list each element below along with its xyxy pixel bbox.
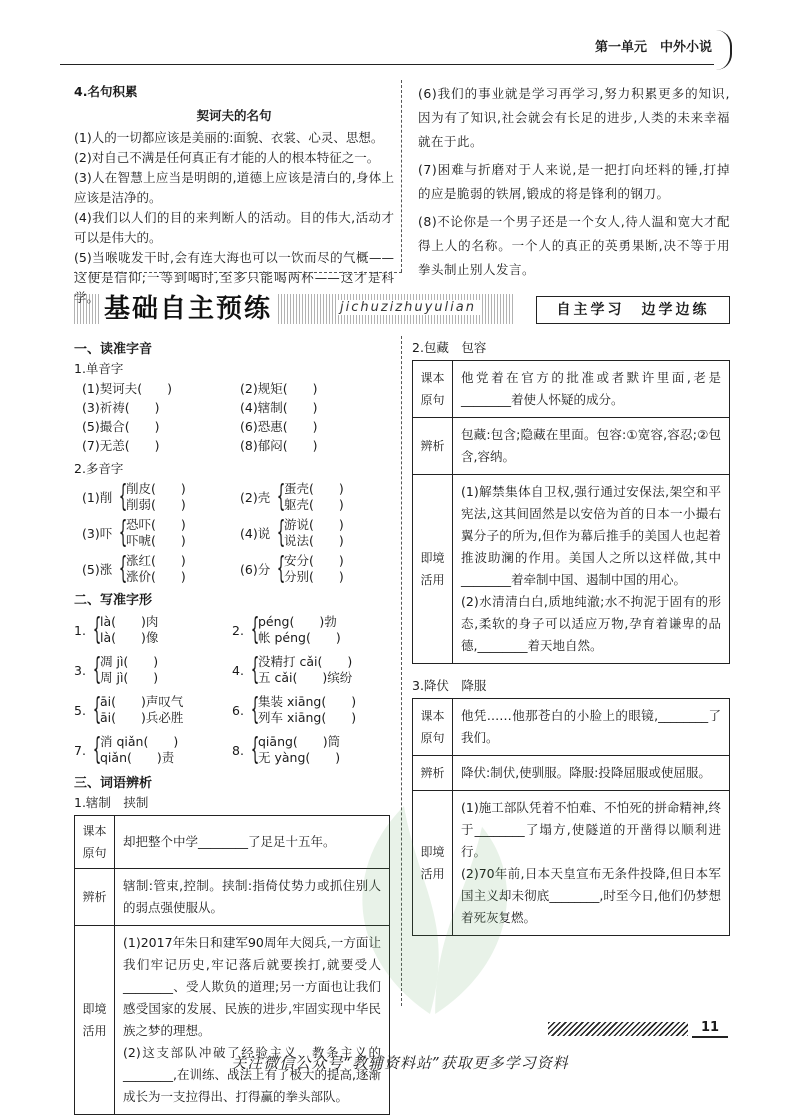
- table-row: [413, 418, 730, 475]
- row-label: 辨析: [413, 756, 453, 791]
- table-row: [413, 699, 730, 756]
- application-item: (2)水清清白白,质地纯澈;水不拘泥于固有的形态,柔软的身子可以适应万物,孕育着谦卑的品德,________着天地自然。: [461, 594, 721, 653]
- application-item: (1)2017年朱日和建军90周年大阅兵,一方面让我们牢记历史,牢记落后就要挨打,就要受人________、受人欺负的道理;另一方面也让我们感受国家的发展、民族的进步,牢固实现中华民族之梦的理想。: [123, 935, 381, 1038]
- single-char-item: (3)祈祷( ): [82, 400, 160, 415]
- word-pair-title: 2.包藏 包容: [412, 340, 487, 355]
- multi-char-option: 蛋壳( ): [284, 481, 344, 496]
- section-heading: 二、写准字形: [74, 593, 153, 608]
- multi-char-option: 躯壳( ): [284, 497, 344, 512]
- single-char-item: (8)郁闷( ): [240, 438, 318, 453]
- textbook-sentence: 他凭……他那苍白的小脸上的眼镜,________了我们。: [453, 699, 730, 756]
- single-char-item: (7)无恙( ): [82, 438, 160, 453]
- application-item: (1)施工部队凭着不怕难、不怕死的拼命精神,终于________了塌方,使隧道的开凿得以顺利进行。: [461, 800, 721, 859]
- char-form-option: là( )肉: [100, 614, 159, 629]
- multi-char-head: (6)分: [240, 562, 271, 577]
- sub-heading: 1.单音字: [74, 361, 124, 376]
- single-char-row: [74, 417, 390, 436]
- char-form-row: [74, 610, 390, 650]
- section-divider: [74, 272, 402, 273]
- char-form-group: [232, 694, 390, 726]
- char-form-option: āi( )兵必胜: [100, 710, 184, 725]
- application-cell: [453, 791, 730, 936]
- brace-glyph: {: [276, 515, 286, 550]
- multi-char-group: [232, 481, 390, 513]
- char-form-row: [74, 730, 390, 770]
- quotes-right-column: [418, 82, 730, 282]
- char-form-group: [232, 654, 390, 686]
- application-cell: [115, 926, 390, 1115]
- application-item: (1)解禁集体自卫权,强行通过安保法,架空和平宪法,这其间固然是以安倍为首的日本一小撮右翼分子的所为,但作为幕后推手的美国人也起着推波助澜的作用。美国人之所以这样做,其中________着牵制中国、遏制中国的用心。: [461, 484, 721, 587]
- section-heading: 一、读准字音: [74, 342, 153, 357]
- single-char-row: [74, 398, 390, 417]
- item-number: 5.: [74, 702, 86, 718]
- banner-motto: 自主学习 边学边练: [536, 296, 730, 324]
- row-label: 课本原句: [413, 361, 453, 418]
- banner-title-block: [74, 292, 530, 328]
- row-label: 课本原句: [75, 816, 115, 869]
- char-form-option: 无 yàng( ): [258, 750, 341, 765]
- exercise-left-column: [74, 336, 390, 1115]
- brace-glyph: {: [250, 732, 260, 767]
- banner-title: 基础自主预练: [100, 292, 276, 326]
- multi-char-option: 说法( ): [284, 533, 344, 548]
- brace-glyph: {: [276, 551, 286, 586]
- item-number: 2.: [232, 622, 244, 638]
- item-number: 1.: [74, 622, 86, 638]
- row-label: 辨析: [75, 869, 115, 926]
- brace-glyph: {: [250, 652, 260, 687]
- table-row: [413, 475, 730, 664]
- quotes-heading: 4.名句积累: [74, 84, 138, 99]
- char-form-group: [232, 614, 390, 646]
- char-form-option: 凋 jì( ): [100, 654, 159, 669]
- multi-char-option: 涨红( ): [126, 553, 186, 568]
- char-form-option: 集装 xiāng( ): [258, 694, 357, 709]
- textbook-sentence: 却把整个中学________了足足十五年。: [115, 816, 390, 869]
- single-char-item: (4)辖制( ): [240, 400, 318, 415]
- single-char-item: (5)撮合( ): [82, 419, 160, 434]
- multi-char-group: [232, 517, 390, 549]
- column-divider: [401, 336, 402, 1006]
- brace-glyph: {: [250, 612, 260, 647]
- brace-glyph: {: [92, 612, 102, 647]
- analysis-text: 辖制:管束,控制。挟制:指倚仗势力或抓住别人的弱点强使服从。: [115, 869, 390, 926]
- page-number: 11: [692, 1020, 728, 1038]
- quote-item: (8)不论你是一个男子还是一个女人,待人温和宽大才配得上人的名称。一个人的真正的英勇果断,决不等于用拳头制止别人发言。: [418, 214, 730, 277]
- sub-heading: 2.多音字: [74, 461, 124, 476]
- item-number: 6.: [232, 702, 244, 718]
- item-number: 3.: [74, 662, 86, 678]
- multi-char-group: [74, 553, 232, 585]
- page-bar-stripes: [548, 1022, 688, 1036]
- single-char-item: (6)恐惠( ): [240, 419, 318, 434]
- multi-char-head: (4)说: [240, 526, 271, 541]
- multi-char-option: 恐吓( ): [126, 517, 186, 532]
- brace-glyph: {: [92, 652, 102, 687]
- char-form-option: 周 jì( ): [100, 670, 159, 685]
- multi-char-option: 安分( ): [284, 553, 344, 568]
- single-char-item: (2)规矩( ): [240, 381, 318, 396]
- multi-char-option: 吓唬( ): [126, 533, 186, 548]
- char-form-group: [74, 614, 232, 646]
- char-form-group: [74, 654, 232, 686]
- brace-glyph: {: [118, 515, 128, 550]
- header-rule: [60, 64, 714, 65]
- char-form-option: 帐 péng( ): [258, 630, 341, 645]
- row-label: 辨析: [413, 418, 453, 475]
- quote-item: (1)人的一切都应该是美丽的:面貌、衣裳、心灵、思想。: [74, 130, 384, 145]
- quote-item: (2)对自己不满是任何真正有才能的人的根本特征之一。: [74, 150, 380, 165]
- char-form-option: āi( )声叹气: [100, 694, 184, 709]
- column-divider: [401, 80, 402, 272]
- quote-item: (5)当喉咙发干时,会有连大海也可以一饮而尽的气概——这便是信仰;一等到喝时,至多只能喝两杯——这才是科学。: [74, 250, 394, 305]
- page-number-bar: [548, 1020, 730, 1038]
- multi-char-row: [74, 551, 390, 587]
- row-label: 即境活用: [413, 475, 453, 664]
- multi-char-row: [74, 479, 390, 515]
- char-form-row: [74, 690, 390, 730]
- single-char-row: [74, 436, 390, 455]
- char-form-row: [74, 650, 390, 690]
- word-analysis-table: [412, 360, 730, 664]
- char-form-option: qiāng( )筒: [258, 734, 341, 749]
- brace-glyph: {: [118, 479, 128, 514]
- char-form-option: 列车 xiāng( ): [258, 710, 357, 725]
- unit-title: 第一单元 中外小说: [594, 40, 712, 55]
- analysis-text: 包藏:包含;隐藏在里面。包容:①宽容,容忍;②包含,容纳。: [453, 418, 730, 475]
- char-form-option: 没精打 cǎi( ): [258, 654, 353, 669]
- single-char-row: [74, 379, 390, 398]
- word-pair-title: 1.辖制 挟制: [74, 795, 149, 810]
- section-heading: 三、词语辨析: [74, 776, 153, 791]
- application-cell: [453, 475, 730, 664]
- char-form-option: 五 cǎi( )缤纷: [258, 670, 353, 685]
- brace-glyph: {: [276, 479, 286, 514]
- quote-item: (3)人在智慧上应当是明朗的,道德上应该是清白的,身体上应该是洁净的。: [74, 170, 394, 205]
- table-row: [75, 926, 390, 1115]
- char-form-option: péng( )勃: [258, 614, 337, 629]
- quotes-left-column: [74, 82, 394, 308]
- footer-notice: 关注微信公众号“教辅资料站”获取更多学习资料: [231, 1054, 569, 1072]
- char-form-option: qiǎn( )责: [100, 750, 175, 765]
- multi-char-group: [74, 517, 232, 549]
- quote-item: (7)困难与折磨对于人来说,是一把打向坯料的锤,打掉的应是脆弱的铁屑,锻成的将是锋利的钢刀。: [418, 162, 730, 201]
- quote-item: (4)我们以人们的目的来判断人的活动。目的伟大,活动才可以是伟大的。: [74, 210, 394, 245]
- char-form-option: 消 qiǎn( ): [100, 734, 179, 749]
- quotes-subtitle: 契诃夫的名句: [196, 108, 272, 123]
- quote-item: (6)我们的事业就是学习再学习,努力积累更多的知识,因为有了知识,社会就会有长足的进步,人类的未来幸福就在于此。: [418, 86, 730, 149]
- table-row: [413, 791, 730, 936]
- word-analysis-table: [412, 698, 730, 936]
- multi-char-group: [232, 553, 390, 585]
- row-label: 课本原句: [413, 699, 453, 756]
- multi-char-head: (3)吓: [82, 526, 113, 541]
- multi-char-option: 分别( ): [284, 569, 344, 584]
- multi-char-option: 削弱( ): [126, 497, 186, 512]
- analysis-text: 降伏:制伏,使驯服。降服:投降屈服或使屈服。: [453, 756, 730, 791]
- header-arc-decoration: [716, 30, 732, 70]
- section-banner: [74, 292, 730, 328]
- table-row: [413, 361, 730, 418]
- brace-glyph: {: [118, 551, 128, 586]
- multi-char-option: 削皮( ): [126, 481, 186, 496]
- char-form-group: [74, 734, 232, 766]
- word-pair-title: 3.降伏 降服: [412, 678, 487, 693]
- brace-glyph: {: [92, 732, 102, 767]
- application-item: (2)70年前,日本天皇宣布无条件投降,但日本军国主义却未彻底________,时至今日,他们仍梦想着死灰复燃。: [461, 866, 721, 925]
- char-form-group: [74, 694, 232, 726]
- table-row: [75, 816, 390, 869]
- table-row: [75, 869, 390, 926]
- table-row: [413, 756, 730, 791]
- brace-glyph: {: [92, 692, 102, 727]
- multi-char-option: 涨价( ): [126, 569, 186, 584]
- page-header: [0, 26, 800, 66]
- multi-char-head: (1)削: [82, 490, 113, 505]
- row-label: 即境活用: [413, 791, 453, 936]
- multi-char-row: [74, 515, 390, 551]
- item-number: 8.: [232, 742, 244, 758]
- textbook-sentence: 他党着在官方的批准或者默许里面,老是________着使人怀疑的成分。: [453, 361, 730, 418]
- multi-char-group: [74, 481, 232, 513]
- brace-glyph: {: [250, 692, 260, 727]
- multi-char-option: 游说( ): [284, 517, 344, 532]
- char-form-group: [232, 734, 390, 766]
- char-form-option: là( )像: [100, 630, 159, 645]
- banner-pinyin: jichuzizhuyulian: [336, 300, 480, 315]
- application-item: (2)这支部队冲破了经验主义、教条主义的________,在训练、战法上有了极大的提高,逐渐成长为一支拉得出、打得赢的拳头部队。: [123, 1045, 381, 1104]
- exercise-right-column: [412, 336, 730, 936]
- multi-char-head: (2)壳: [240, 490, 271, 505]
- item-number: 4.: [232, 662, 244, 678]
- item-number: 7.: [74, 742, 86, 758]
- multi-char-head: (5)涨: [82, 562, 113, 577]
- single-char-item: (1)契诃夫( ): [82, 381, 172, 396]
- row-label: 即境活用: [75, 926, 115, 1115]
